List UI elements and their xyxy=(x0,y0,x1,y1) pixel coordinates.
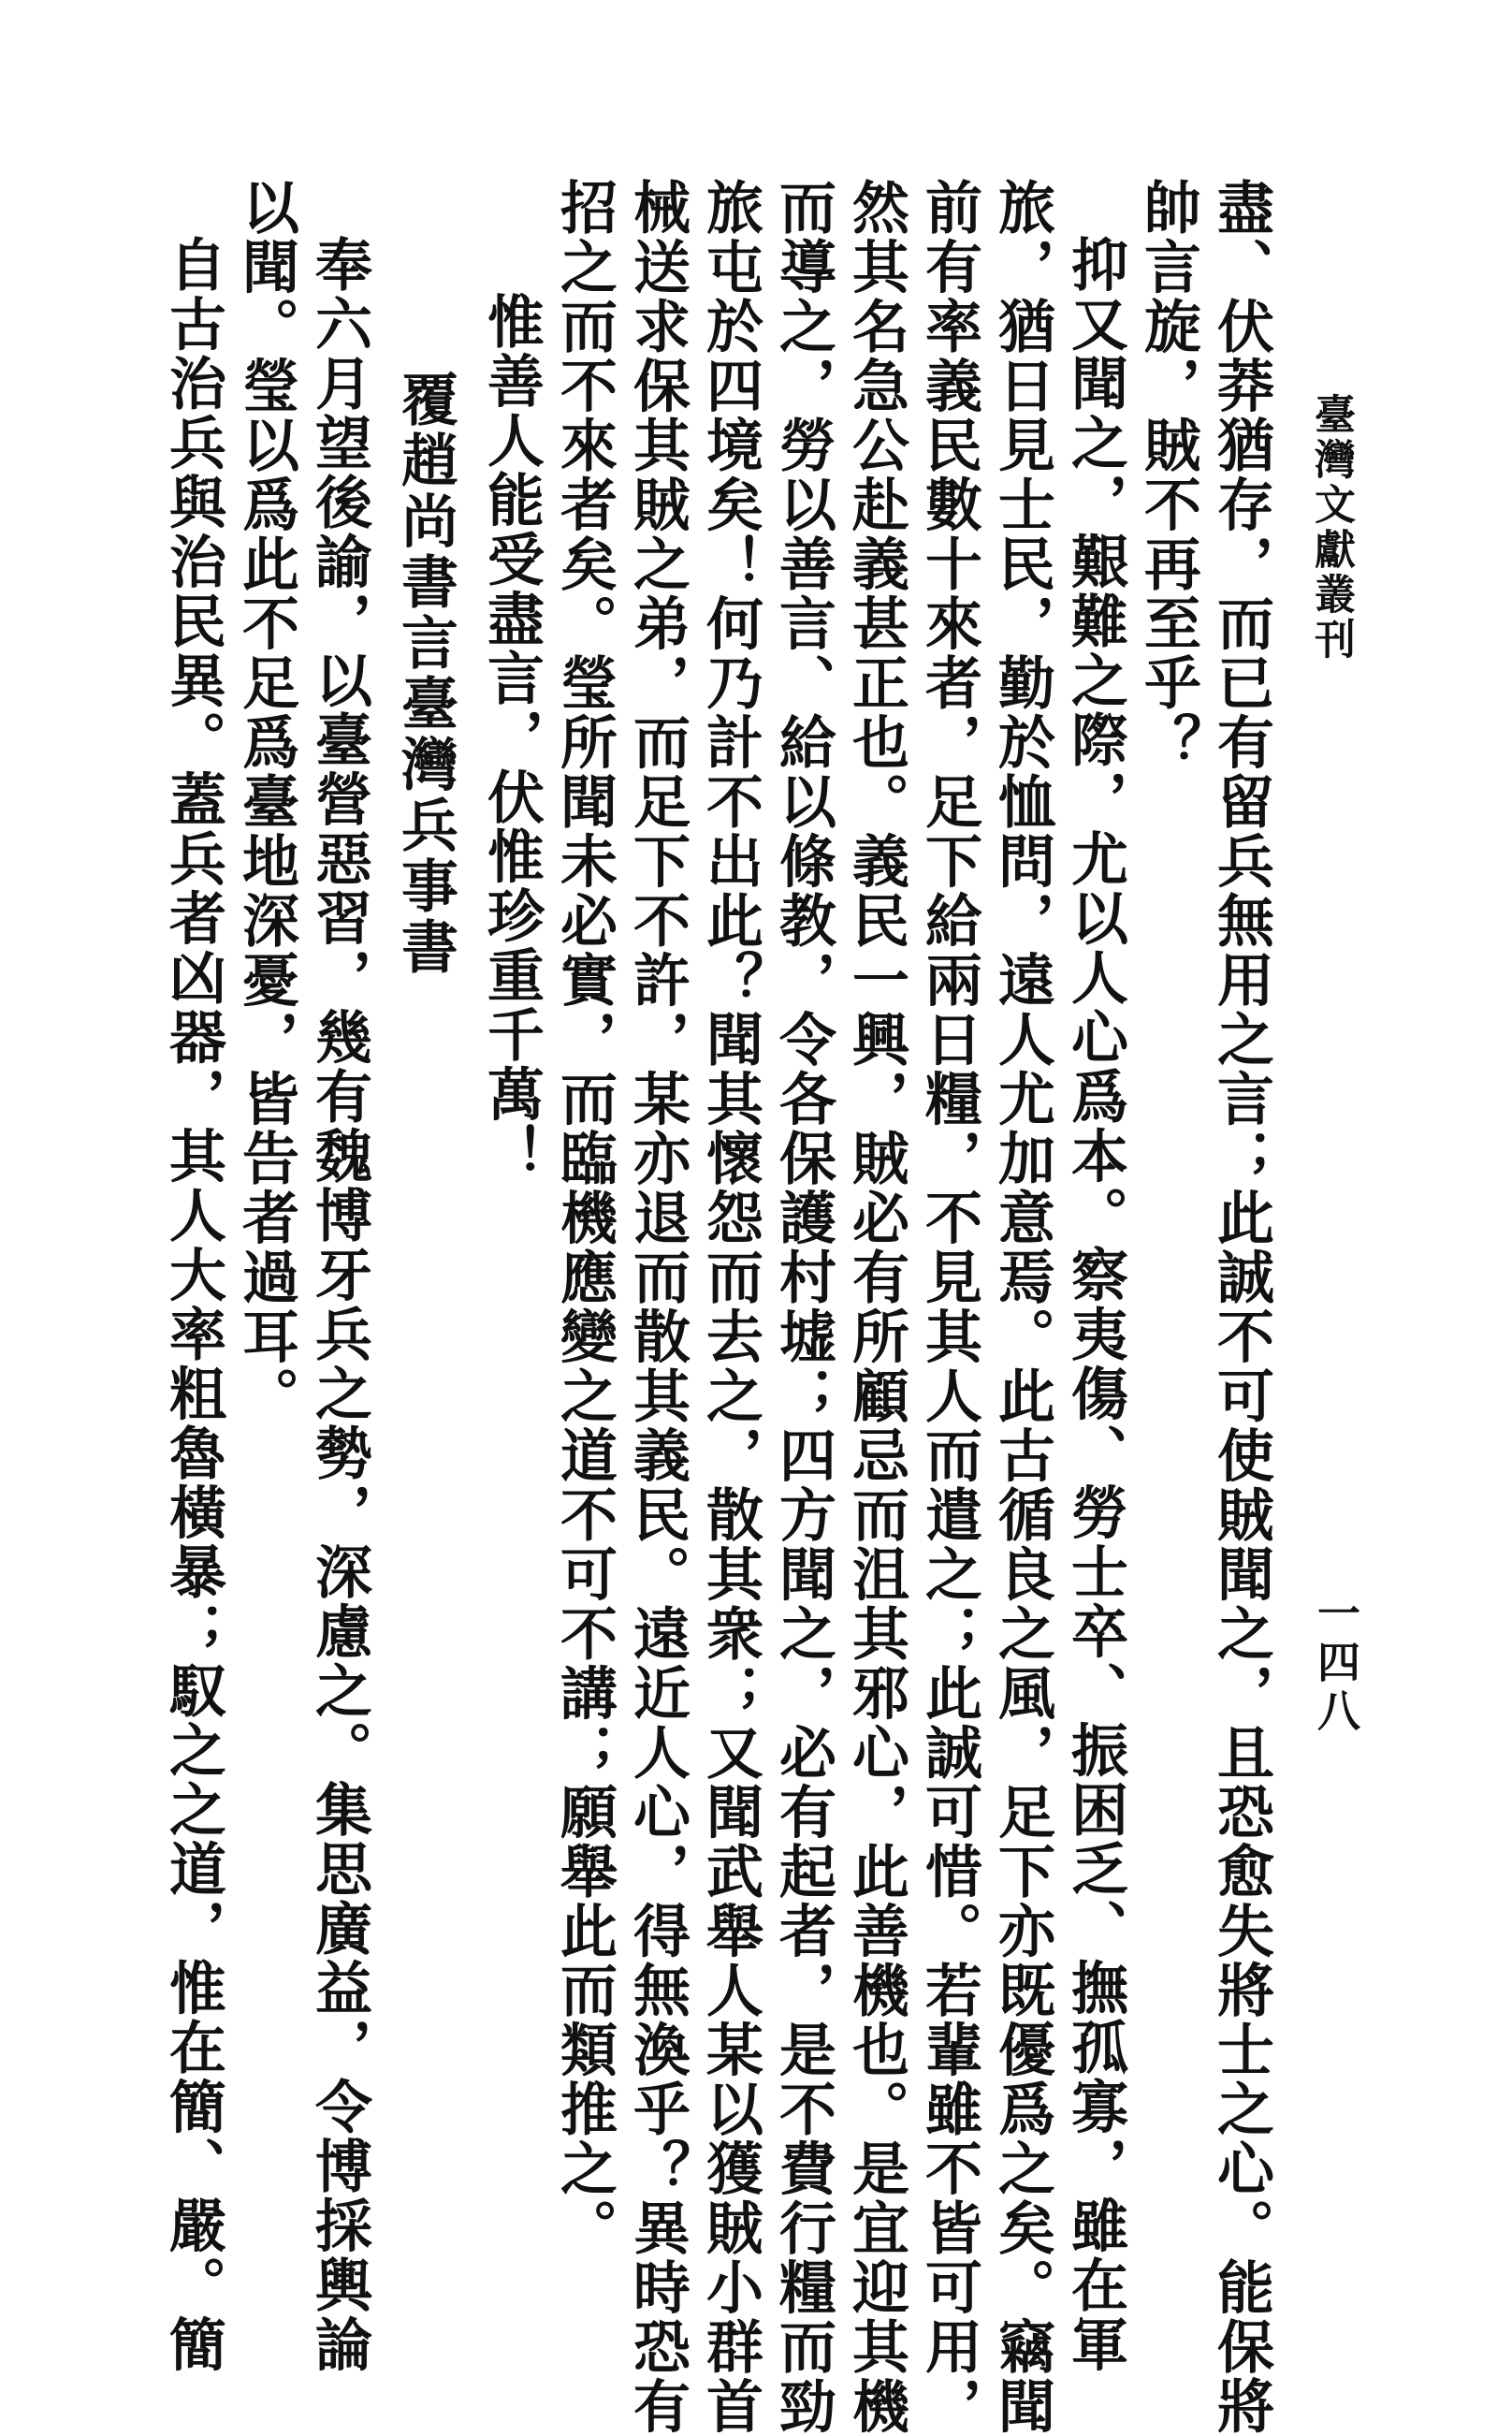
text-column: 以聞。瑩以爲此不足爲臺地深憂，皆告者過耳。 xyxy=(233,178,299,1426)
column-gap xyxy=(375,178,388,2152)
text-column: 械送求保其賊之弟，而足下不許，某亦退而散其義民。遠近人心，得無渙乎？異時恐有 xyxy=(624,178,691,2436)
text-column: 然其名急公赴義甚正也。義民一興，賊必有所顧忌而沮其邪心，此善機也。是宜迎其機 xyxy=(843,178,909,2436)
text-column: 旅，猶日見士民，勤於恤問，遠人尤加意焉。此古循良之風，足下亦既優爲之矣。竊聞 xyxy=(989,178,1055,2436)
text-column: 而導之，勞以善言、給以條教，令各保護村墟；四方聞之，必有起者，是不費行糧而勁 xyxy=(770,178,836,2436)
text-column: 帥言旋，賊不再至乎？ xyxy=(1135,178,1201,772)
text-column: 惟善人能受盡言，伏惟珍重千萬！ xyxy=(478,292,545,1184)
text-column: 旅屯於四境矣！何乃計不出此？聞其懷怨而去之，散其衆；又聞武舉人某以獲賊小群首 xyxy=(697,178,763,2436)
running-header-title: 臺灣文獻叢刊 xyxy=(1307,393,1355,663)
body-text xyxy=(160,178,1277,2436)
column-gap xyxy=(461,178,474,2152)
page-number: 一四八 xyxy=(1311,1591,1361,1737)
section-heading: 覆趙尚書言臺灣兵事書 xyxy=(392,370,458,978)
text-column: 前有率義民數十來者，足下給兩日糧，不見其人而遣之；此誠可惜。若輩雖不皆可用， xyxy=(916,178,982,2436)
text-column: 奉六月望後諭，以臺營惡習，幾有魏博牙兵之勢，深慮之。集思廣益，令博採輿論 xyxy=(306,235,372,2374)
text-column: 自古治兵與治民異。蓋兵者凶器，其人大率粗魯橫暴；馭之之道，惟在簡、嚴。簡 xyxy=(160,235,226,2374)
text-column: 盡、伏莽猶存，而已有留兵無用之言；此誠不可使賊聞之，且恐愈失將士之心。能保將 xyxy=(1208,178,1274,2436)
text-column: 抑又聞之，艱難之際，尤以人心爲本。察夷傷、勞士卒、振困乏、撫孤寡，雖在軍 xyxy=(1062,235,1128,2374)
text-column: 招之而不來者矣。瑩所聞未必實，而臨機應變之道不可不講；願舉此而類推之。 xyxy=(551,178,618,2258)
